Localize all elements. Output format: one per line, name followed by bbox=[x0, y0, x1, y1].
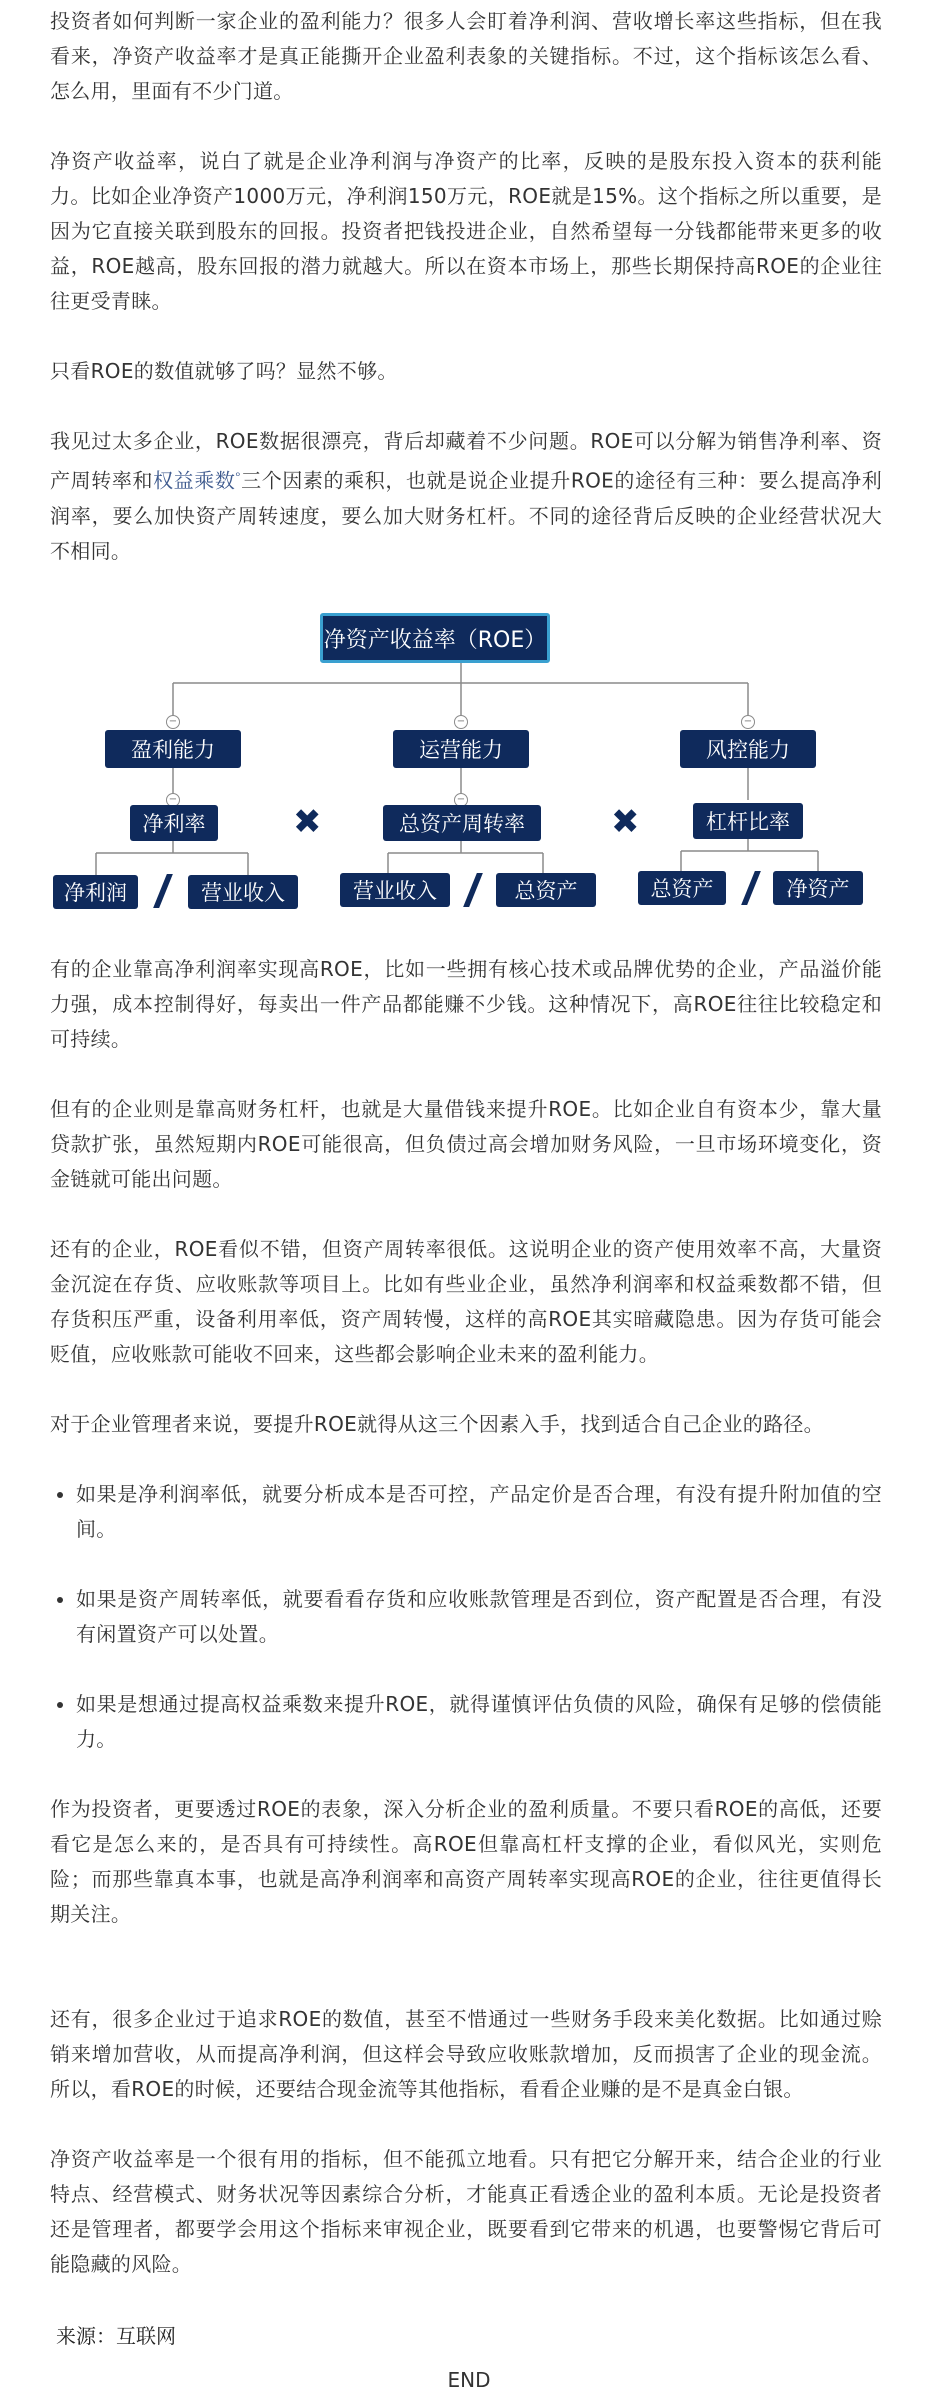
node-revenue: 营业收入 bbox=[188, 875, 298, 909]
collapse-icon: − bbox=[454, 793, 468, 807]
collapse-icon: − bbox=[166, 715, 180, 729]
paragraph-investor: 作为投资者，更要透过ROE的表象，深入分析企业的盈利质量。不要只看ROE的高低，还要看它是怎么来的，是否具有可持续性。高ROE但靠高杠杆支撑的企业，看似风光，实则危险；而那些靠真本事，也就是高净利润率和高资产周转率实现高ROE的企业，往往更值得长期关注。 bbox=[50, 1797, 882, 1926]
paragraph-question: 只看ROE的数值就够了吗？显然不够。 bbox=[50, 359, 398, 383]
source-label: 来源：互联网 bbox=[56, 2324, 176, 2348]
paragraph-intro: 投资者如何判断一家企业的盈利能力？很多人会盯着净利润、营收增长率这些指标，但在我看来，净资产收益率才是真正能撕开企业盈利表象的关键指标。不过，这个指标该怎么看、怎么用，里面有不少门道。 bbox=[50, 9, 882, 103]
paragraph-conclusion: 净资产收益率是一个很有用的指标，但不能孤立地看。只有把它分解开来，结合企业的行业特点、经营模式、财务状况等因素综合分析，才能真正看透企业的盈利本质。无论是投资者还是管理者，都要学会用这个指标来审视企业，既要看到它带来的机遇，也要警惕它背后可能隐藏的风险。 bbox=[50, 2147, 882, 2276]
search-icon[interactable]: ᵒ bbox=[235, 469, 241, 483]
multiply-icon: ✖ bbox=[293, 802, 322, 842]
advice-item-leverage: • 如果是想通过提高权益乘数来提升ROE，就得谨慎评估负债的风险，确保有足够的偿债能力。 bbox=[76, 1687, 882, 1757]
paragraph-cashflow: 还有，很多企业过于追求ROE的数值，甚至不惜通过一些财务手段来美化数据。比如通过赊销来增加营收，从而提高净利润，但这样会导致应收账款增加，反而损害了企业的现金流。所以，看ROE的时候，还要结合现金流等其他指标，看看企业赚的是不是真金白银。 bbox=[50, 2007, 882, 2101]
roe-diagram bbox=[48, 605, 880, 915]
node-asset-turnover: 总资产周转率 bbox=[383, 805, 541, 841]
node-net-profit: 净利润 bbox=[53, 875, 138, 909]
equity-multiplier-link[interactable]: 权益乘数 bbox=[153, 468, 236, 493]
node-net-assets: 净资产 bbox=[773, 871, 863, 905]
node-total-assets: 总资产 bbox=[496, 873, 596, 907]
roe-root-node: 净资产收益率（ROE） bbox=[320, 613, 550, 663]
paragraph-decomposition bbox=[50, 424, 882, 569]
end-marker: END bbox=[447, 2368, 491, 2392]
multiply-icon: ✖ bbox=[611, 802, 640, 842]
node-total-assets-2: 总资产 bbox=[638, 871, 726, 905]
advice-item-margin: • 如果是净利润率低，就要分析成本是否可控，产品定价是否合理，有没有提升附加值的空间。 bbox=[76, 1477, 882, 1547]
collapse-icon: − bbox=[166, 793, 180, 807]
node-leverage-ratio: 杠杆比率 bbox=[693, 803, 803, 839]
paragraph-decomposition-text-1: 我见过太多企业，ROE数据很漂亮，背后却藏着不少问题。ROE可以分解为销售净利率、资产周转率和 bbox=[50, 429, 882, 493]
node-net-margin: 净利率 bbox=[130, 805, 218, 841]
node-risk-control: 风控能力 bbox=[680, 730, 816, 768]
node-revenue-2: 营业收入 bbox=[340, 873, 450, 907]
paragraph-management: 对于企业管理者来说，要提升ROE就得从这三个因素入手，找到适合自己企业的路径。 bbox=[50, 1412, 824, 1436]
advice-item-turnover: • 如果是资产周转率低，就要看看存货和应收账款管理是否到位，资产配置是否合理，有没有闲置资产可以处置。 bbox=[76, 1582, 882, 1652]
paragraph-low-turnover: 还有的企业，ROE看似不错，但资产周转率很低。这说明企业的资产使用效率不高，大量资金沉淀在存货、应收账款等项目上。比如有些业企业，虽然净利润率和权益乘数都不错，但存货积压严重，设备利用率低，资产周转慢，这样的高ROE其实暗藏隐患。因为存货可能会贬值，应收账款可能收不回来，这些都会影响企业未来的盈利能力。 bbox=[50, 1237, 882, 1366]
paragraph-high-leverage: 但有的企业则是靠高财务杠杆，也就是大量借钱来提升ROE。比如企业自有资本少，靠大量贷款扩张，虽然短期内ROE可能很高，但负债过高会增加财务风险，一旦市场环境变化，资金链就可能出问题。 bbox=[50, 1097, 882, 1191]
node-profitability: 盈利能力 bbox=[105, 730, 241, 768]
paragraph-high-margin: 有的企业靠高净利润率实现高ROE，比如一些拥有核心技术或品牌优势的企业，产品溢价能力强，成本控制得好，每卖出一件产品都能赚不少钱。这种情况下，高ROE往往比较稳定和可持续。 bbox=[50, 957, 882, 1051]
node-operations: 运营能力 bbox=[393, 730, 529, 768]
advice-list bbox=[50, 1477, 882, 1757]
paragraph-decomposition-text-2: 三个因素的乘积，也就是说企业提升ROE的途径有三种：要么提高净利润率，要么加快资产周转速度，要么加大财务杠杆。不同的途径背后反映的企业经营状况大不相同。 bbox=[50, 468, 883, 563]
paragraph-definition: 净资产收益率，说白了就是企业净利润与净资产的比率，反映的是股东投入资本的获利能力。比如企业净资产1000万元，净利润150万元，ROE就是15%。这个指标之所以重要，是因为它直接关联到股东的回报。投资者把钱投进企业，自然希望每一分钱都能带来更多的收益，ROE越高，股东回报的潜力就越大。所以在资本市场上，那些长期保持高ROE的企业往往更受青睐。 bbox=[50, 149, 882, 313]
collapse-icon: − bbox=[741, 715, 755, 729]
collapse-icon: − bbox=[454, 715, 468, 729]
